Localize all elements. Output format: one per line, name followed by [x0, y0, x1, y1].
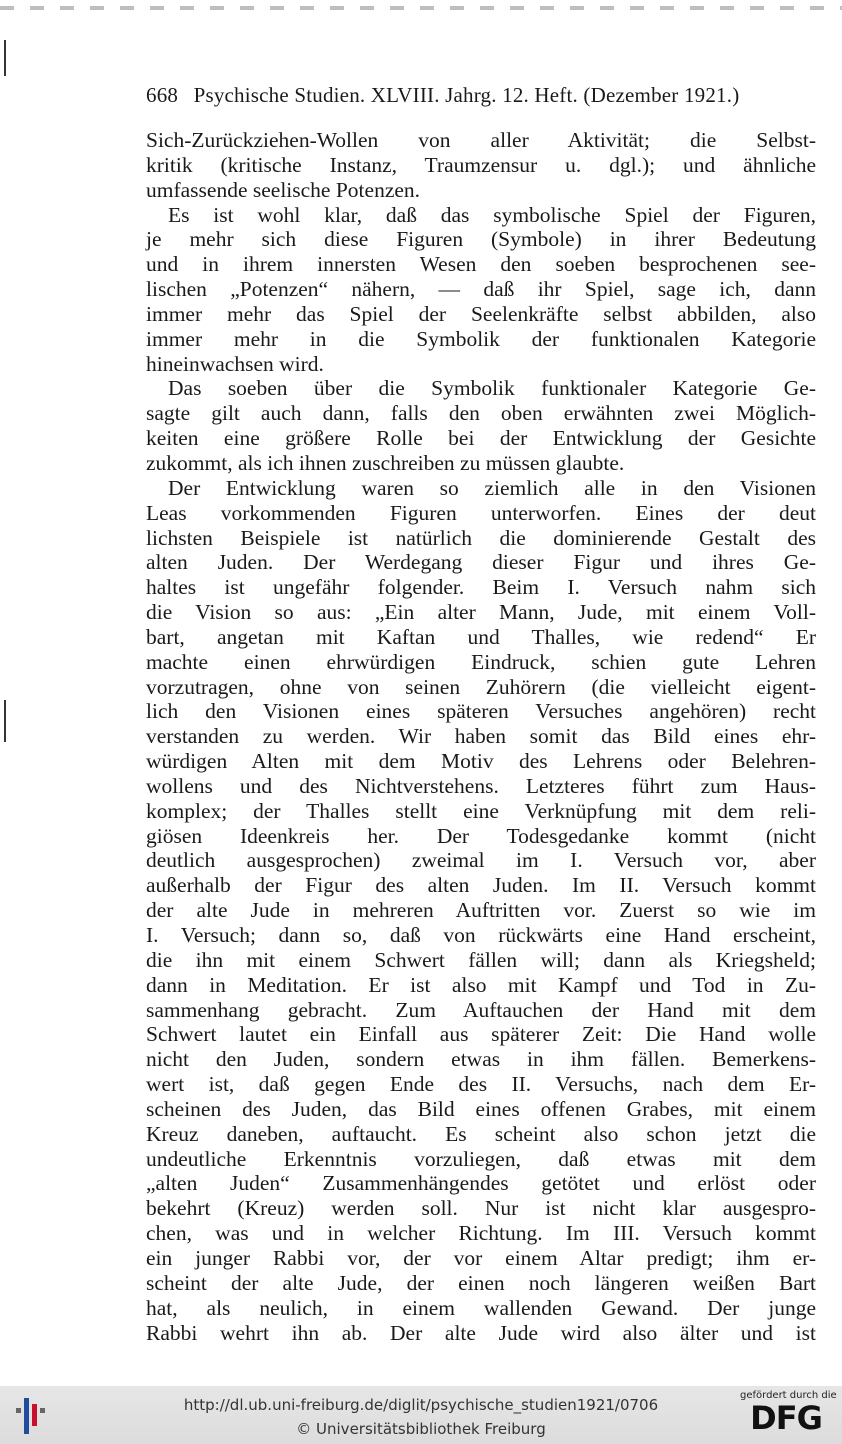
scan-edge-artifact	[0, 0, 842, 22]
text-line: sagte gilt auch dann, falls den oben erwähnten zwei Möglich-	[146, 401, 816, 426]
text-line: scheint der alte Jude, der einen noch längeren weißen Bart	[146, 1270, 816, 1295]
dfg-logo-text: DFG	[750, 1399, 822, 1437]
text-line: und in ihrem innersten Wesen den soeben besprochenen see-	[146, 252, 816, 277]
running-title: Psychische Studien. XLVIII. Jahrg. 12. Heft. (Dezember 1921.)	[193, 83, 740, 107]
copyright-notice: © Universitätsbibliothek Freiburg	[296, 1420, 546, 1438]
text-line: undeutliche Erkenntnis vorzuliegen, daß etwas mit dem	[146, 1146, 816, 1171]
text-line: kritik (kritische Instanz, Traumzensur u. dgl.); und ähnliche	[146, 152, 816, 177]
text-line: Das soeben über die Symbolik funktionaler Kategorie Ge-	[168, 376, 816, 401]
text-line: Sich-Zurückziehen-Wollen von aller Aktivität; die Selbst-	[146, 128, 816, 152]
text-line: umfassende seelische Potenzen.	[146, 177, 421, 202]
text-line: Kreuz daneben, auftaucht. Es scheint also schon jetzt die	[146, 1121, 816, 1146]
text-line: Es ist wohl klar, daß das symbolische Spiel der Figuren,	[168, 202, 816, 227]
text-line: immer mehr das Spiel der Seelenkräfte selbst abbilden, also	[146, 301, 816, 326]
text-line: hat, als neulich, in einem wallenden Gewand. Der junge	[146, 1295, 816, 1320]
text-line: alten Juden. Der Werdegang dieser Figur und ihres Ge-	[146, 550, 816, 575]
text-line: immer mehr in die Symbolik der funktionalen Kategorie	[146, 326, 816, 351]
text-line: wert ist, daß gegen Ende des II. Versuchs, nach dem Er-	[146, 1072, 816, 1097]
document-page	[146, 78, 816, 1345]
text-line: die ihn mit einem Schwert fällen will; dann als Kriegsheld;	[146, 947, 816, 972]
permalink-url[interactable]: http://dl.ub.uni-freiburg.de/diglit/psychische_studien1921/0706	[183, 1396, 659, 1414]
text-line: komplex; der Thalles stellt eine Verknüpfung mit dem reli-	[146, 798, 816, 823]
running-header	[146, 78, 816, 112]
text-line: chen, was und in welcher Richtung. Im III. Versuch kommt	[146, 1221, 816, 1246]
text-line: keiten eine größere Rolle bei der Entwicklung der Gesichte	[146, 426, 816, 451]
text-line: Leas vorkommenden Figuren unterworfen. Eines der deut	[146, 500, 816, 525]
page-number: 668	[146, 83, 179, 107]
text-line: dann in Meditation. Er ist also mit Kampf und Tod in Zu-	[146, 972, 816, 997]
text-line: zukommt, als ich ihnen zuschreiben zu müssen glaubte.	[146, 450, 625, 475]
text-line: scheinen des Juden, das Bild eines offenen Grabes, mit einem	[146, 1096, 816, 1121]
text-line: je mehr sich diese Figuren (Symbole) in ihrer Bedeutung	[146, 227, 816, 252]
text-line: Schwert lautet ein Einfall aus späterer Zeit: Die Hand wolle	[146, 1022, 816, 1047]
text-line: wollens und des Nichtverstehens. Letzteres führt zum Haus-	[146, 773, 816, 798]
text-line: bart, angetan mit Kaftan und Thalles, wie redend“ Er	[146, 624, 816, 649]
dfg-logo[interactable]	[740, 1390, 837, 1440]
text-line: Rabbi wehrt ihn ab. Der alte Jude wird also älter und ist	[146, 1320, 816, 1345]
margin-mark	[4, 40, 6, 76]
text-line: deutlich ausgesprochen) zweimal im I. Versuch vor, aber	[146, 848, 816, 873]
text-line: die Vision so aus: „Ein alter Mann, Jude, mit einem Voll-	[146, 600, 816, 625]
text-line: vorzutragen, ohne von seinen Zuhörern (die vielleicht eigent-	[146, 674, 816, 699]
text-line: lich den Visionen eines späteren Versuches angehören) recht	[146, 699, 816, 724]
body-text	[146, 128, 816, 1345]
text-line: ein junger Rabbi vor, der vor einem Altar predigt; ihm er-	[146, 1245, 816, 1270]
text-line: würdigen Alten mit dem Motiv des Lehrens oder Belehren-	[146, 749, 816, 774]
text-line: „alten Juden“ Zusammenhängendes getötet und erlöst oder	[146, 1171, 816, 1196]
text-line: lischen „Potenzen“ nähern, — daß ihr Spiel, sage ich, dann	[146, 277, 816, 302]
text-line: nicht den Juden, sondern etwas in ihm fällen. Bemerkens-	[146, 1047, 816, 1072]
text-line: machte einen ehrwürdigen Eindruck, schien gute Lehren	[146, 649, 816, 674]
text-line: bekehrt (Kreuz) werden soll. Nur ist nicht klar ausgespro-	[146, 1196, 816, 1221]
margin-mark	[4, 700, 6, 742]
text-line: hineinwachsen wird.	[146, 351, 324, 376]
text-line: lichsten Beispiele ist natürlich die dominierende Gestalt des	[146, 525, 816, 550]
text-line: Der Entwicklung waren so ziemlich alle in den Visionen	[168, 475, 816, 500]
text-line: I. Versuch; dann so, daß von rückwärts eine Hand erscheint,	[146, 923, 816, 947]
funding-caption: gefördert durch die	[740, 1390, 837, 1401]
text-line: giösen Ideenkreis her. Der Todesgedanke kommt (nicht	[146, 823, 816, 848]
text-line: haltes ist ungefähr folgender. Beim I. Versuch nahm sich	[146, 575, 816, 600]
viewer-footer	[0, 1386, 842, 1444]
text-line: sammenhang gebracht. Zum Auftauchen der Hand mit dem	[146, 997, 816, 1022]
text-line: außerhalb der Figur des alten Juden. Im II. Versuch kommt	[146, 873, 816, 898]
text-line: verstanden zu werden. Wir haben somit das Bild eines ehr-	[146, 724, 816, 749]
text-line: der alte Jude in mehreren Auftritten vor. Zuerst so wie im	[146, 898, 816, 923]
